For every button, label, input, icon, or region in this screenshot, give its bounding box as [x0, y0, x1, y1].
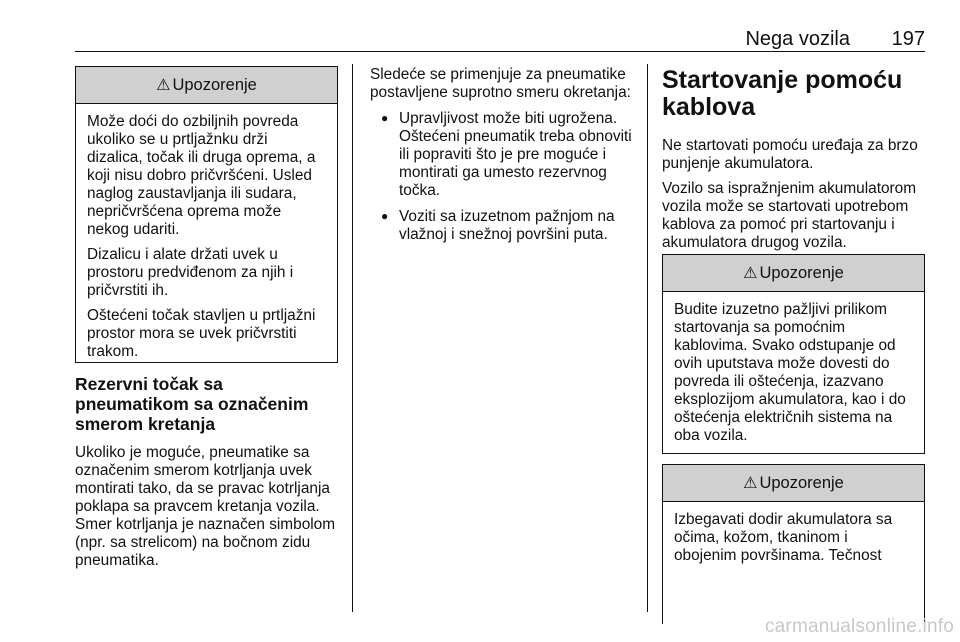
- list-item: ● Upravljivost može biti ugrožena. Oštećeni pneumatik treba obnoviti ili popraviti što je pre moguće i montirati ga umesto rezervnog točka.: [370, 110, 635, 200]
- warning-box: [75, 66, 338, 363]
- warning-label: Upozorenje: [759, 263, 844, 282]
- warning-triangle-icon: ⚠: [156, 77, 171, 94]
- warning-paragraph: Budite izuzetno pažljivi prilikom startovanja sa pomoćnim kablovima. Svako odstupanje od ovih uputstava može dovesti do povreda ili oštećenja, izazvano eksplozijom akumulatora, kao i do oštećenja električnih sistema na oba vozila.: [674, 301, 906, 444]
- body-paragraph: Vozilo sa ispražnjenim akumulatorom vozila može se startovati upotrebom kablova za pomoć pri startovanju i akumulatora drugog vozila.: [662, 180, 917, 251]
- header-title: Nega vozila: [745, 28, 850, 50]
- column-divider-1: [352, 64, 353, 612]
- warning-body: [663, 502, 924, 576]
- column-2: [370, 66, 635, 252]
- watermark: carmanualsonline.info: [764, 616, 954, 637]
- warning-paragraph: Izbegavati dodir akumulatora sa očima, kožom, tkaninom i obojenim površinama. Tečnost: [674, 511, 893, 564]
- list-item: ● Voziti sa izuzetnom pažnjom na vlažnoj i snežnoj površini puta.: [370, 208, 635, 244]
- warning-label: Upozorenje: [759, 473, 844, 492]
- warning-label: Upozorenje: [172, 75, 257, 94]
- column-divider-2: [647, 64, 648, 612]
- warning-paragraph: Dizalicu i alate držati uvek u prostoru predviđenom za njih i pričvrstiti ih.: [87, 246, 294, 299]
- section-heading: Startovanje pomoću kablova: [662, 66, 903, 121]
- intro-paragraph: Sledeće se primenjuje za pneumatike postavljene suprotno smeru okretanja:: [370, 66, 631, 101]
- column-3: [662, 66, 925, 564]
- warning-body: [76, 104, 337, 372]
- section-title: Rezervni točak sa pneumatikom sa označenim smerom kretanja: [75, 374, 309, 434]
- warning-triangle-icon: ⚠: [743, 265, 758, 282]
- header-rule: [75, 51, 925, 52]
- warning-body: [663, 292, 924, 456]
- page-number: 197: [891, 28, 925, 50]
- warning-header: [76, 67, 337, 104]
- body-paragraph: Ukoliko je moguće, pneumatike sa označenim smerom kotrljanja uvek montirati tako, da se pravac kotrljanja poklapa sa pravcem kretanja vozila. Smer kotrljanja je naznačen simbolom (npr. sa strelicom) na bočnom zidu pneumatika.: [75, 444, 336, 569]
- body-paragraph: Ne startovati pomoću uređaja za brzo punjenje akumulatora.: [662, 137, 918, 172]
- warning-header: [663, 255, 924, 292]
- warning-box: [662, 464, 925, 624]
- warning-paragraph: Oštećeni točak stavljen u prtljažni prostor mora se uvek pričvrstiti trakom.: [87, 307, 316, 360]
- warning-header: [663, 465, 924, 502]
- warning-box: [662, 254, 925, 454]
- warning-paragraph: Može doći do ozbiljnih povreda ukoliko se u prtljažnku drži dizalica, točak ili druga oprema, a koji nisu dobro pričvršćeni. Usled naglog zaustavljanja ili sudara, nepričvršćena oprema može nekog udariti.: [87, 113, 316, 238]
- column-1: [75, 66, 338, 577]
- page-header: [75, 22, 925, 52]
- warning-triangle-icon: ⚠: [743, 475, 758, 492]
- bullet-list: [370, 110, 635, 244]
